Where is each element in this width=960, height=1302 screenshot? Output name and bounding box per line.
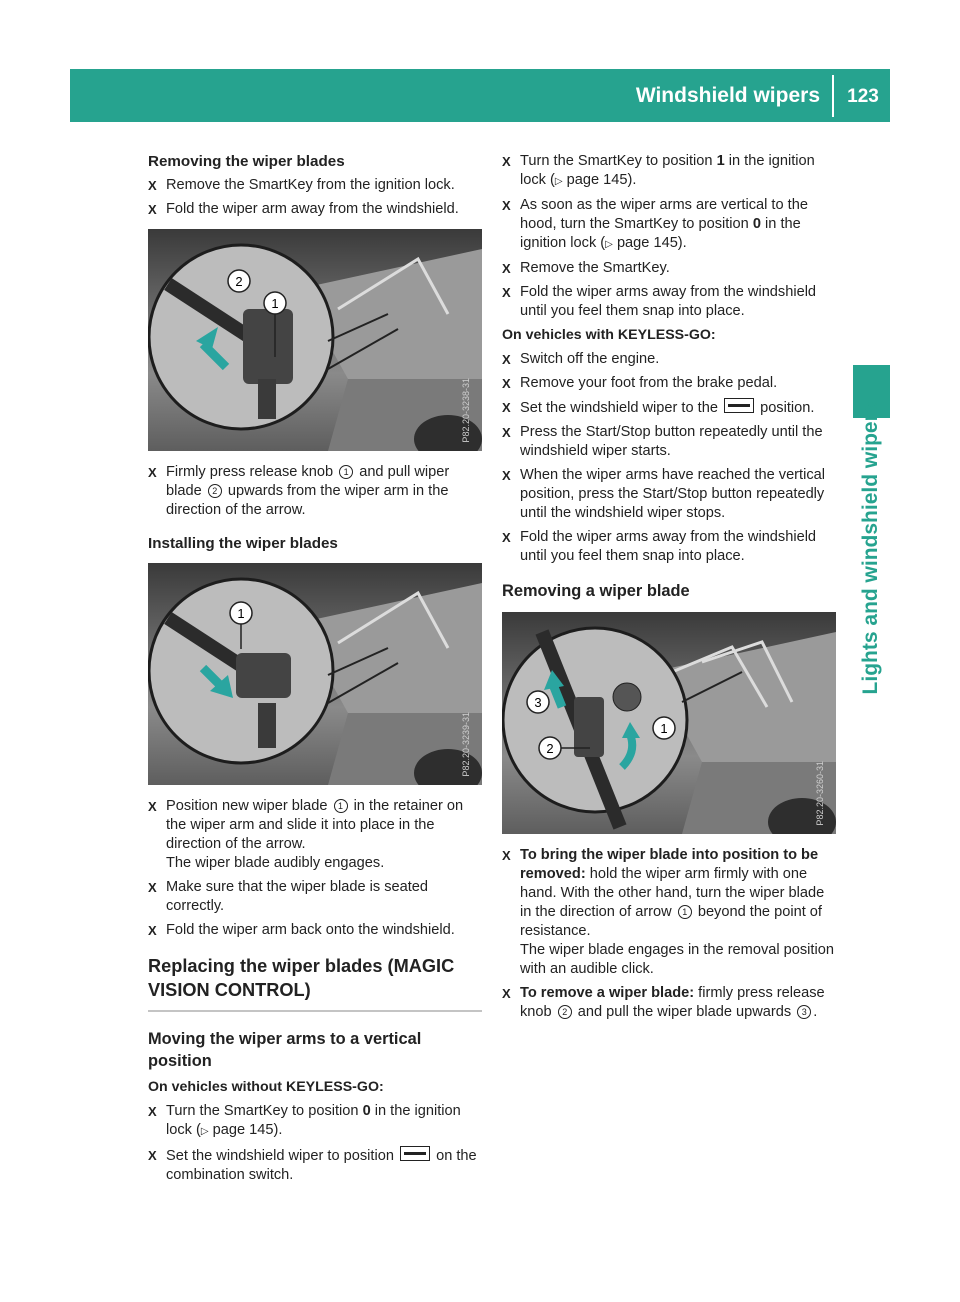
step: X Fold the wiper arm away from the windshield. [148, 201, 459, 217]
callout-1-ref: 1 [339, 465, 353, 479]
heading-removing-wiper-blades: Removing the wiper blades [148, 153, 345, 170]
step: X Firmly press release knob 1 and pull wiper blade 2 upwards from the wiper arm in the direction of the arrow. [148, 464, 450, 518]
step-arrow-icon: X [502, 425, 511, 440]
heading-removing-a-wiper-blade: Removing a wiper blade [502, 582, 690, 600]
header-separator [832, 75, 834, 117]
heading-installing-wiper-blades: Installing the wiper blades [148, 535, 338, 552]
step-arrow-icon: X [148, 880, 157, 895]
page-ref-icon: ▷ [605, 239, 613, 250]
step-arrow-icon: X [148, 923, 157, 938]
page-title: Windshield wipers [635, 84, 820, 107]
step: X Switch off the engine. [502, 351, 660, 367]
left-column [148, 152, 482, 1190]
step: X Turn the SmartKey to position 0 in the ignition lock (▷ page 145). [148, 1103, 461, 1138]
step-arrow-icon: X [502, 154, 511, 169]
step: X Position new wiper blade 1 in the retainer on the wiper arm and slide it into place in the direction of the arrow. The wiper blade audibly engages. [148, 798, 464, 871]
step-arrow-icon: X [148, 1148, 157, 1163]
step: X When the wiper arms have reached the vertical position, press the Start/Stop button repeatedly until the windshield wiper stops. [502, 467, 825, 521]
step: X Make sure that the wiper blade is seated correctly. [148, 879, 429, 914]
step-arrow-icon: X [148, 1104, 157, 1119]
right-column [502, 152, 836, 1027]
step-arrow-icon: X [502, 198, 511, 213]
wiper-position-icon [724, 398, 754, 413]
heading-moving-wiper-arms: Moving the wiper arms to a vertical position [148, 1030, 422, 1070]
step-arrow-icon: X [502, 468, 511, 483]
step: X Press the Start/Stop button repeatedly until the windshield wiper starts. [502, 424, 823, 459]
section-divider [148, 1010, 482, 1012]
step: X Fold the wiper arm back onto the windshield. [148, 922, 455, 938]
step: X Remove the SmartKey from the ignition lock. [148, 177, 455, 193]
callout-1-ref: 1 [334, 799, 348, 813]
wiper-blade-removal-illustration [502, 612, 836, 834]
callout-2: 2 [235, 274, 243, 289]
step-arrow-icon: X [502, 530, 511, 545]
step-arrow-icon: X [502, 376, 511, 391]
step: X Remove your foot from the brake pedal. [502, 375, 778, 391]
step-arrow-icon: X [148, 465, 157, 480]
step: X Remove the SmartKey. [502, 260, 670, 276]
step-arrow-icon: X [148, 202, 157, 217]
page-ref-icon: ▷ [200, 1126, 209, 1137]
callout-2-ref: 2 [558, 1005, 572, 1019]
callout-1: 1 [237, 606, 245, 621]
step: X To remove a wiper blade: firmly press release knob 2 and pull the wiper blade upwards 3 . [502, 985, 825, 1020]
callout-1: 1 [660, 721, 668, 736]
step-arrow-icon: X [148, 799, 157, 814]
step-arrow-icon: X [502, 400, 511, 415]
callout-2: 2 [546, 741, 554, 756]
callout-2-ref: 2 [208, 484, 222, 498]
step: X As soon as the wiper arms are vertical to the hood, turn the SmartKey to position 0 in the ignition lock (▷ page 145). [502, 197, 808, 251]
step: X Set the windshield wiper to position on the combination switch. [148, 1148, 477, 1183]
page-ref-icon: ▷ [554, 176, 563, 187]
step-arrow-icon: X [502, 261, 511, 276]
figure-code: P82.20-3238-31 [461, 378, 471, 443]
subheading-without-keyless-go: On vehicles without KEYLESS-GO: [148, 1079, 384, 1095]
step-arrow-icon: X [502, 352, 511, 367]
subheading-with-keyless-go: On vehicles with KEYLESS-GO: [502, 327, 716, 343]
callout-1: 1 [271, 296, 279, 311]
step: X Fold the wiper arms away from the windshield until you feel them snap into place. [502, 529, 817, 564]
heading-replacing-wiper-blades: Replacing the wiper blades (MAGIC VISION CONTROL) [148, 956, 455, 1000]
step-arrow-icon: X [502, 848, 511, 863]
callout-1-ref: 1 [678, 905, 692, 919]
step: X Set the windshield wiper to the position. [502, 400, 815, 416]
step: X To bring the wiper blade into position to be removed: hold the wiper arm firmly with one hand. With the other hand, turn the wiper blade in the direction of arrow 1 beyond the point of resistance. The wiper blade engages in the removal position with an audible click. [502, 847, 834, 977]
figure-code: P82.20-3239-31 [461, 712, 471, 777]
chapter-label: Lights and windshield wipers [859, 401, 882, 695]
callout-3: 3 [534, 695, 542, 710]
wiper-installation-illustration [148, 563, 482, 785]
step-arrow-icon: X [502, 285, 511, 300]
step-arrow-icon: X [502, 986, 511, 1001]
step-arrow-icon: X [148, 178, 157, 193]
callout-3-ref: 3 [797, 1005, 811, 1019]
wiper-removal-illustration [148, 229, 482, 451]
step: X Fold the wiper arms away from the windshield until you feel them snap into place. [502, 284, 817, 319]
figure-code: P82.20-3260-31 [815, 761, 825, 826]
step: X Turn the SmartKey to position 1 in the ignition lock (▷ page 145). [502, 153, 815, 188]
page-number: 123 [847, 86, 879, 107]
wiper-position-icon [400, 1146, 430, 1161]
